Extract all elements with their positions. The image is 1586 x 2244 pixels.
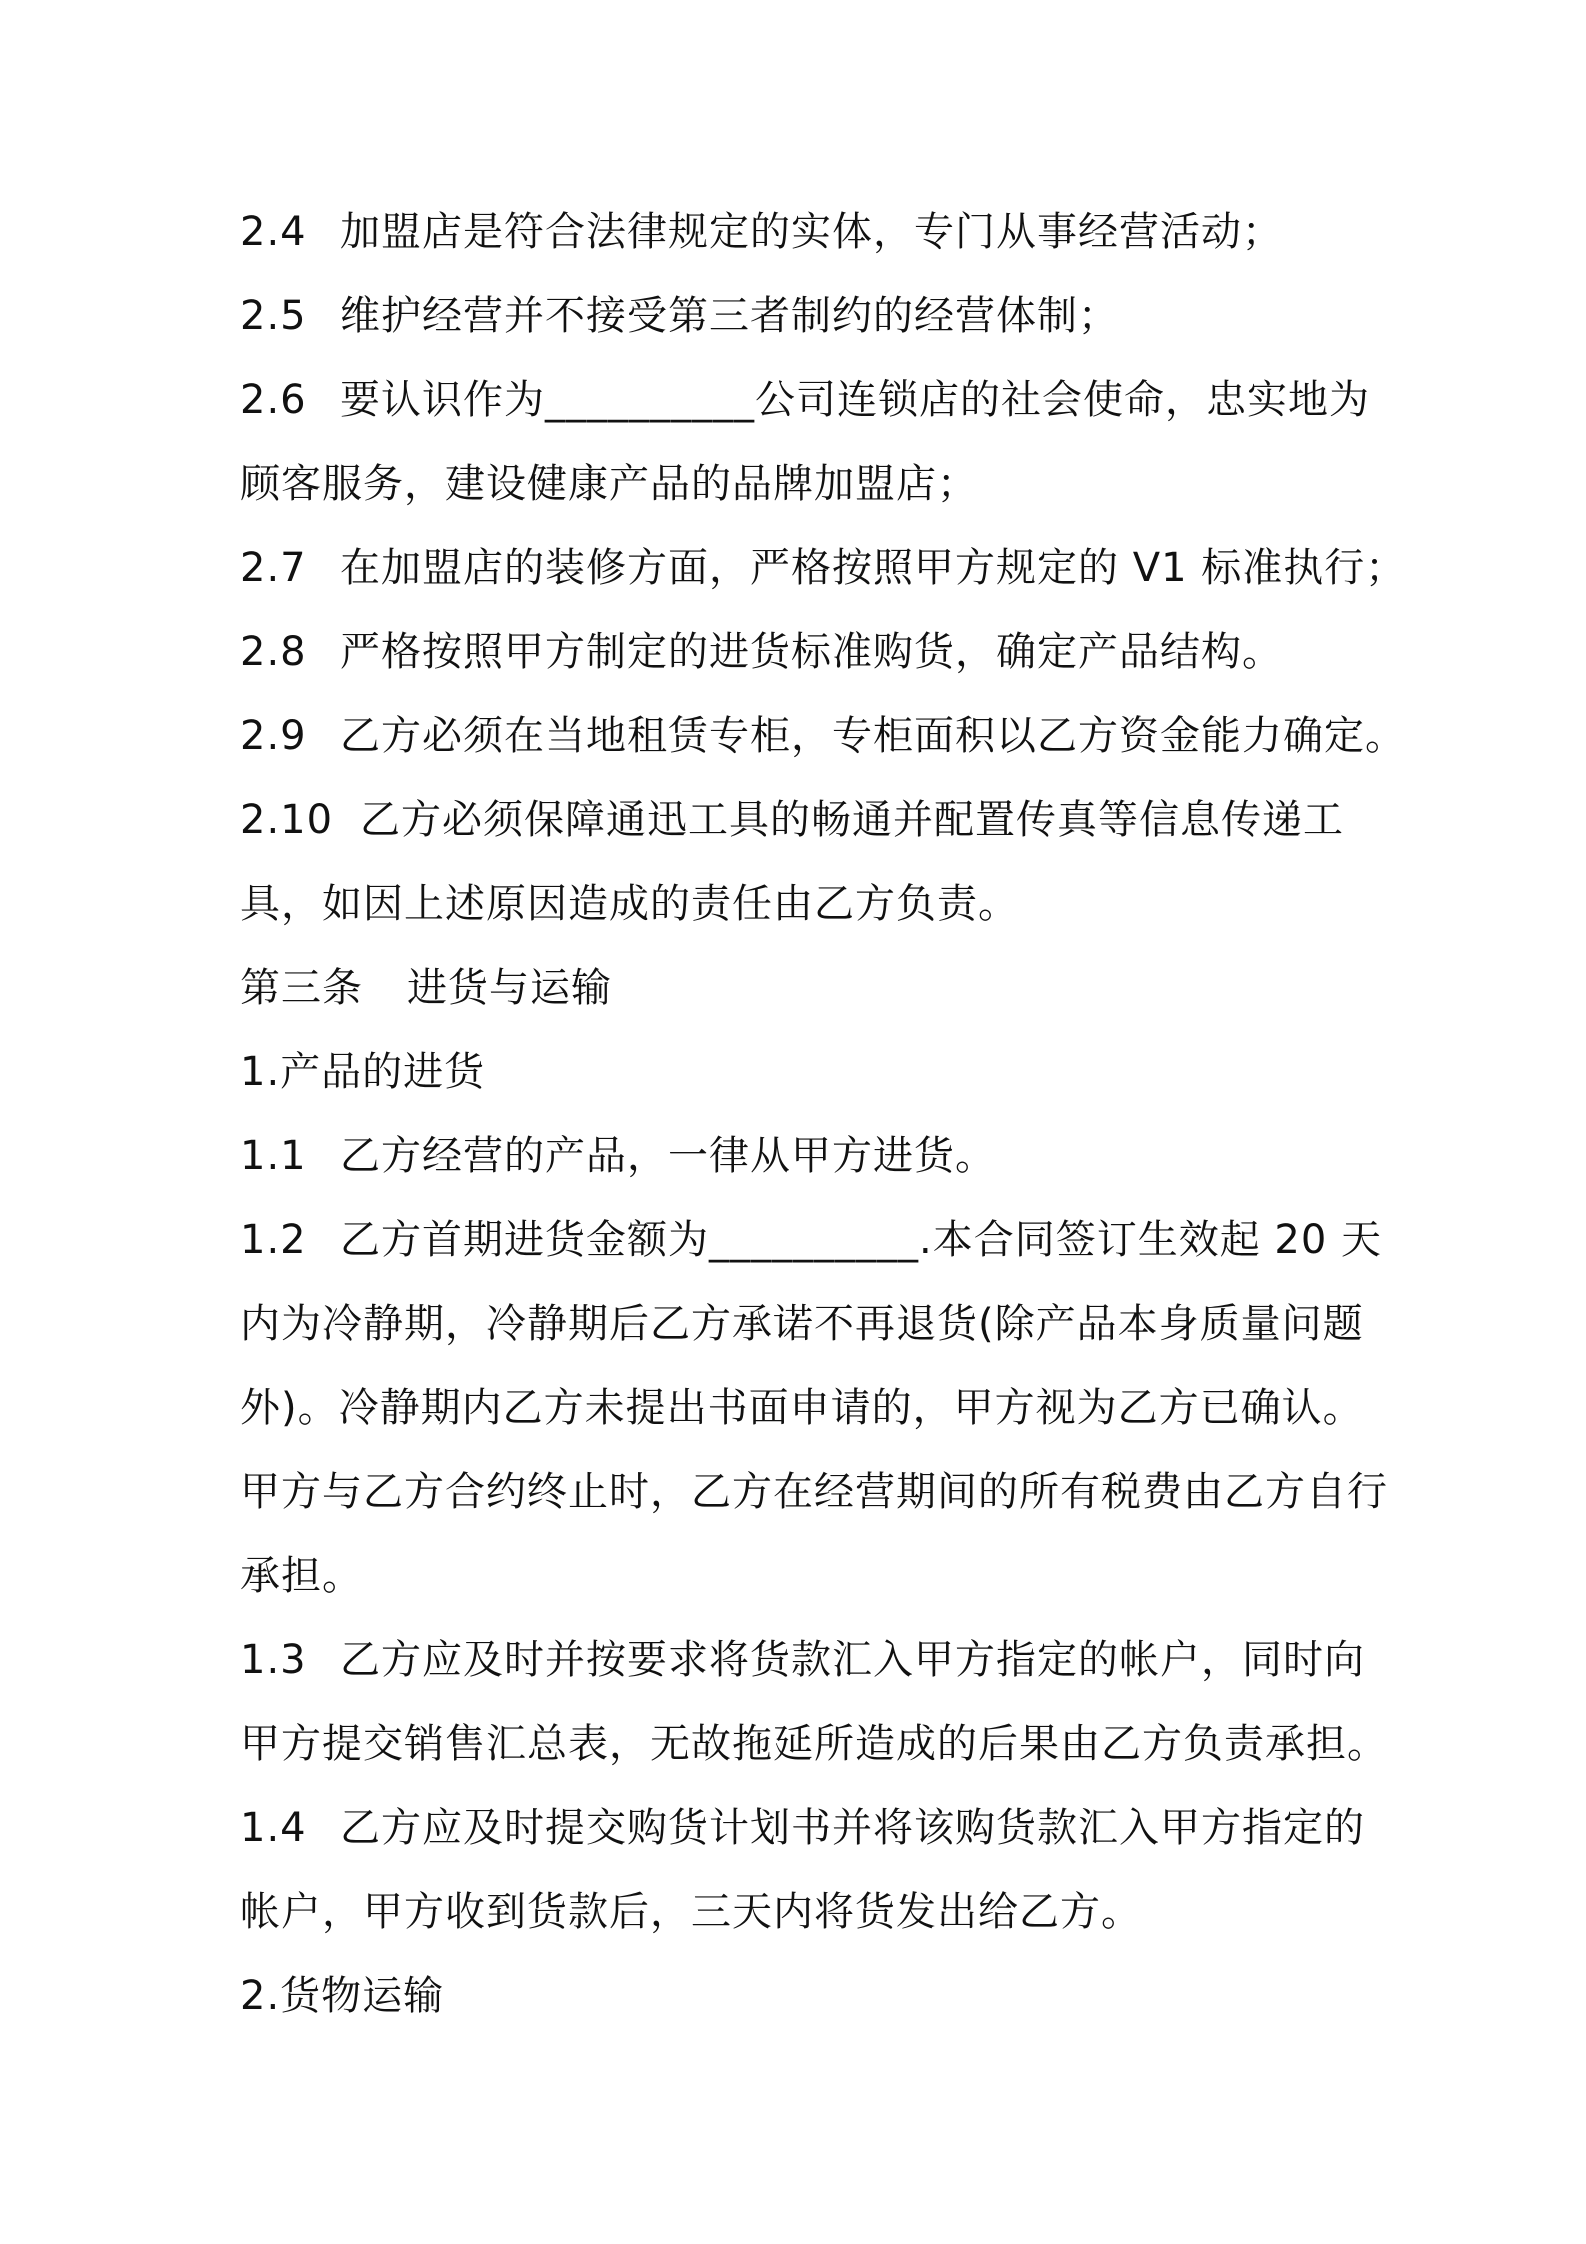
clause-1-2 <box>240 1198 1383 1282</box>
article-title: 进货与运输 <box>407 965 612 1011</box>
clause-number: 2.7 <box>240 545 307 591</box>
clause-text: 外)。冷静期内乙方未提出书面申请的，甲方视为乙方已确认。 <box>240 1385 1364 1431</box>
clause-text: 要认识作为__________公司连锁店的社会使命，忠实地为 <box>340 377 1370 423</box>
clause-number: 2.5 <box>240 293 307 339</box>
clause-text: 乙方首期进货金额为__________.本合同签订生效起 20 天 <box>340 1217 1383 1263</box>
clause-1-3-continued <box>240 1702 1388 1786</box>
clause-1-2-continued-2 <box>240 1366 1370 1450</box>
article-number: 第三条 <box>240 965 363 1011</box>
clause-2-7 <box>240 526 1407 610</box>
clause-2-10-continued <box>240 862 1370 946</box>
section-1-heading <box>240 1030 1370 1114</box>
clause-text: 乙方应及时提交购货计划书并将该购货款汇入甲方指定的 <box>340 1805 1365 1851</box>
clause-number: 1.4 <box>240 1805 307 1851</box>
section-title: 1.产品的进货 <box>240 1049 486 1095</box>
clause-text: 具，如因上述原因造成的责任由乙方负责。 <box>240 881 1019 927</box>
clause-text: 顾客服务，建设健康产品的品牌加盟店； <box>240 461 978 507</box>
clause-1-3 <box>240 1618 1370 1702</box>
clause-1-2-continued-1 <box>240 1282 1370 1366</box>
clause-text: 乙方必须保障通迅工具的畅通并配置传真等信息传递工 <box>360 797 1344 843</box>
section-title: 2.货物运输 <box>240 1973 445 2019</box>
clause-2-6 <box>240 358 1370 442</box>
clause-text: 甲方与乙方合约终止时，乙方在经营期间的所有税费由乙方自行 <box>240 1469 1388 1515</box>
clause-text: 严格按照甲方制定的进货标准购货，确定产品结构。 <box>340 629 1283 675</box>
article-3-heading <box>240 946 1370 1030</box>
clause-text: 加盟店是符合法律规定的实体，专门从事经营活动； <box>340 209 1283 255</box>
section-2-heading <box>240 1954 1370 2038</box>
clause-number: 1.3 <box>240 1637 307 1683</box>
clause-1-2-continued-3 <box>240 1450 1388 1534</box>
clause-number: 1.1 <box>240 1133 307 1179</box>
clause-text: 维护经营并不接受第三者制约的经营体制； <box>340 293 1119 339</box>
clause-2-9 <box>240 694 1406 778</box>
clause-1-4-continued <box>240 1870 1370 1954</box>
clause-text: 乙方应及时并按要求将货款汇入甲方指定的帐户，同时向 <box>340 1637 1365 1683</box>
clause-text: 乙方经营的产品，一律从甲方进货。 <box>340 1133 996 1179</box>
clause-text: 甲方提交销售汇总表，无故拖延所造成的后果由乙方负责承担。 <box>240 1721 1388 1767</box>
clause-1-4 <box>240 1786 1370 1870</box>
clause-2-6-continued <box>240 442 1370 526</box>
clause-1-2-continued-4 <box>240 1534 1370 1618</box>
clause-text: 在加盟店的装修方面，严格按照甲方规定的 V1 标准执行； <box>340 545 1407 591</box>
clause-text: 内为冷静期，冷静期后乙方承诺不再退货(除产品本身质量问题 <box>240 1301 1364 1347</box>
clause-number: 1.2 <box>240 1217 307 1263</box>
clause-number: 2.8 <box>240 629 307 675</box>
clause-number: 2.6 <box>240 377 307 423</box>
clause-2-4 <box>240 190 1370 274</box>
clause-number: 2.10 <box>240 797 334 843</box>
clause-text: 乙方必须在当地租赁专柜，专柜面积以乙方资金能力确定。 <box>340 713 1406 759</box>
clause-text: 承担。 <box>240 1553 363 1599</box>
clause-2-10 <box>240 778 1370 862</box>
clause-2-5 <box>240 274 1370 358</box>
clause-number: 2.4 <box>240 209 307 255</box>
clause-1-1 <box>240 1114 1370 1198</box>
document-body <box>240 190 1407 2038</box>
clause-text: 帐户，甲方收到货款后，三天内将货发出给乙方。 <box>240 1889 1142 1935</box>
clause-number: 2.9 <box>240 713 307 759</box>
clause-2-8 <box>240 610 1370 694</box>
